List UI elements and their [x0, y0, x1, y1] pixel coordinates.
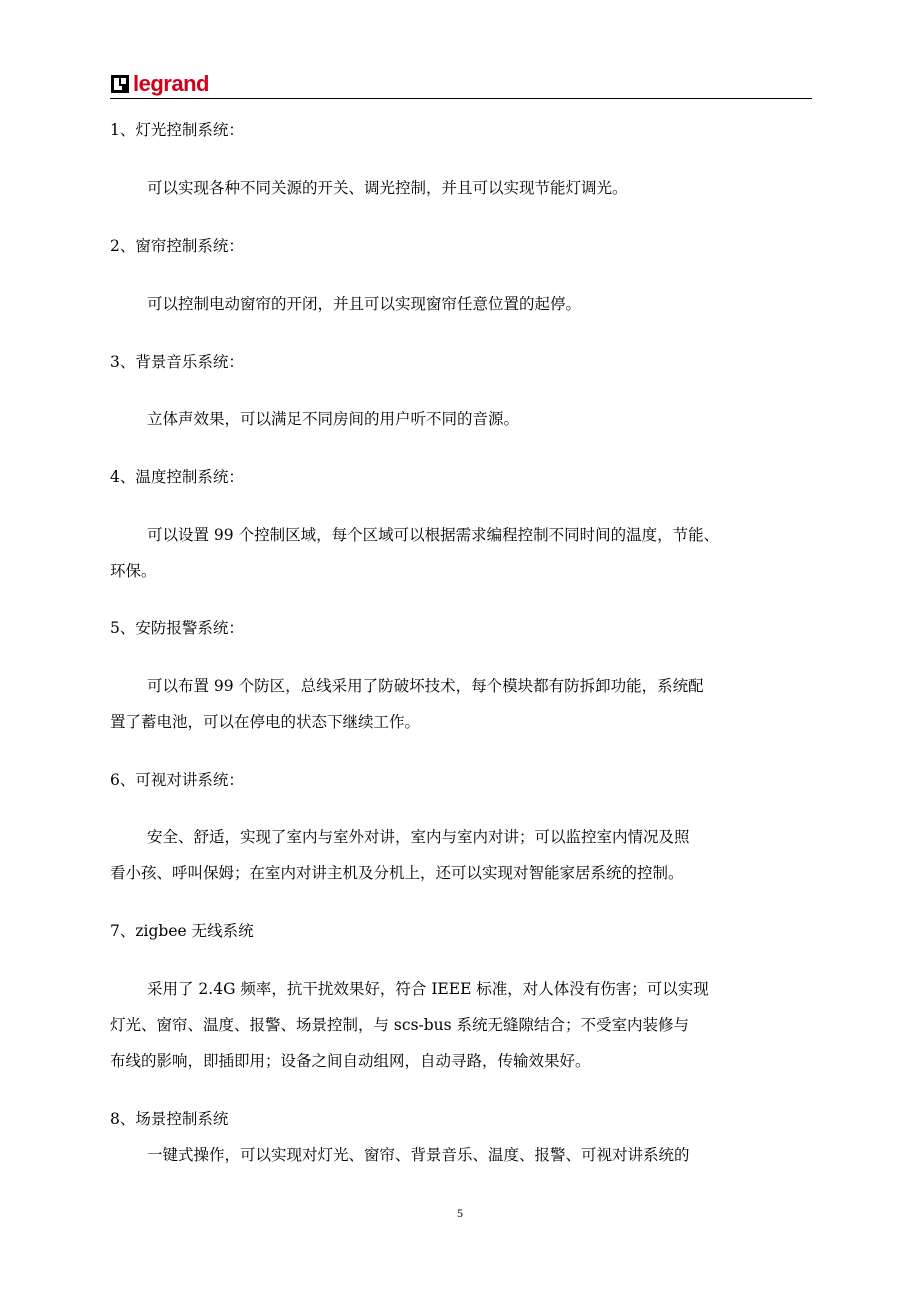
- header-divider: [110, 98, 812, 99]
- section-heading: 4、温度控制系统：: [110, 468, 244, 486]
- section-heading: 2、窗帘控制系统：: [110, 237, 244, 255]
- page-header: [110, 70, 812, 100]
- section-heading: 3、背景音乐系统：: [110, 353, 244, 371]
- section-heading: 5、安防报警系统：: [110, 619, 244, 637]
- paragraph-line: 可以设置 99 个控制区域，每个区域可以根据需求编程控制不同时间的温度，节能、: [147, 526, 720, 544]
- section-heading: 1、灯光控制系统：: [110, 121, 244, 139]
- paragraph-line: 采用了 2.4G 频率，抗干扰效果好，符合 IEEE 标准，对人体没有伤害；可以实现: [147, 980, 709, 998]
- paragraph-line: 立体声效果，可以满足不同房间的用户听不同的音源。: [147, 410, 520, 428]
- paragraph-line: 看小孩、呼叫保姆；在室内对讲主机及分机上，还可以实现对智能家居系统的控制。: [110, 864, 684, 882]
- paragraph-line: 安全、舒适，实现了室内与室外对讲，室内与室内对讲；可以监控室内情况及照: [147, 828, 690, 846]
- legrand-mark-icon: [110, 74, 130, 94]
- section-heading: 6、可视对讲系统：: [110, 771, 244, 789]
- paragraph-line: 可以控制电动窗帘的开闭，并且可以实现窗帘任意位置的起停。: [147, 295, 582, 313]
- paragraph-line: 置了蓄电池，可以在停电的状态下继续工作。: [110, 713, 421, 731]
- paragraph-line: 布线的影响，即插即用；设备之间自动组网，自动寻路，传输效果好。: [110, 1052, 591, 1070]
- section-heading: 7、zigbee 无线系统: [110, 922, 254, 940]
- paragraph-line: 可以布置 99 个防区，总线采用了防破坏技术，每个模块都有防拆卸功能，系统配: [147, 677, 704, 695]
- section-heading: 8、场景控制系统: [110, 1110, 229, 1128]
- page-number: 5: [457, 1206, 463, 1220]
- paragraph-line: 一键式操作，可以实现对灯光、窗帘、背景音乐、温度、报警、可视对讲系统的: [147, 1146, 690, 1164]
- paragraph-line: 环保。: [110, 562, 157, 580]
- brand-name: legrand: [133, 71, 209, 96]
- paragraph-line: 灯光、窗帘、温度、报警、场景控制，与 scs-bus 系统无缝隙结合；不受室内装修与: [110, 1016, 690, 1034]
- paragraph-line: 可以实现各种不同关源的开关、调光控制，并且可以实现节能灯调光。: [147, 179, 628, 197]
- legrand-logo: [110, 70, 209, 98]
